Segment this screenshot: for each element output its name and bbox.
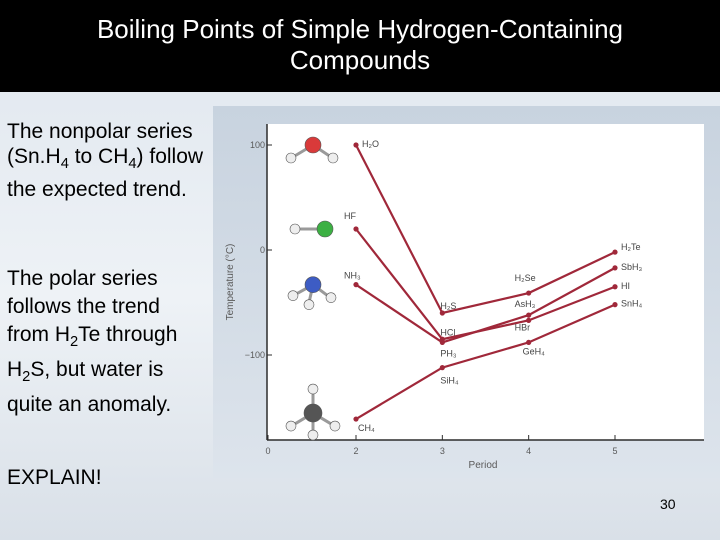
methane-carbon-atom	[304, 404, 322, 422]
methane-hydrogen-atom	[308, 384, 318, 394]
data-label: H₂Se	[514, 273, 536, 284]
para2-sub1: 2	[70, 334, 79, 351]
data-label: PH₃	[440, 348, 457, 359]
data-label: HI	[621, 280, 630, 291]
y-tick-label: −100	[244, 350, 265, 360]
y-axis-title: Temperature (°C)	[225, 243, 236, 321]
hf-hydrogen-atom	[290, 224, 300, 234]
data-point	[440, 310, 445, 315]
data-label: CH₄	[358, 423, 375, 434]
data-point	[612, 302, 617, 307]
data-point	[353, 142, 358, 147]
para1-sub1: 4	[60, 156, 69, 173]
series-line	[356, 305, 615, 419]
para1-text-a: The nonpolar series (Sn.H	[7, 120, 193, 168]
slide-title-line2: Compounds	[289, 45, 431, 75]
data-point	[612, 250, 617, 255]
data-point	[612, 265, 617, 270]
ammonia-hydrogen-atom	[288, 291, 298, 301]
data-label: SbH₃	[621, 261, 643, 272]
para2-text-a: The polar series follows the trend from H	[7, 267, 160, 346]
methane-hydrogen-atom	[286, 421, 296, 431]
x-tick-label: 2	[353, 446, 359, 456]
water-oxygen-atom	[305, 137, 321, 153]
para1-text-b: to CH	[68, 145, 129, 168]
ammonia-hydrogen-atom	[326, 293, 336, 303]
data-label: SnH₄	[621, 298, 643, 309]
methane-hydrogen-atom	[308, 430, 318, 440]
y-tick-label: 0	[259, 245, 265, 255]
slide-title-line1: Boiling Points of Simple Hydrogen-Containing	[96, 14, 624, 44]
x-tick-label: 4	[526, 446, 532, 456]
data-point	[526, 290, 531, 295]
data-label: H₂Te	[621, 242, 641, 253]
para2-text-c: S, but water is quite an anomaly.	[7, 358, 172, 417]
data-label: GeH₄	[522, 346, 545, 357]
y-tick-label: 100	[249, 140, 265, 150]
para1-text-c: ) follow the expected trend.	[7, 145, 204, 202]
x-axis-title: Period	[468, 460, 498, 471]
data-point	[526, 313, 531, 318]
data-point	[440, 340, 445, 345]
series-line	[356, 145, 615, 313]
data-label: H₂O	[362, 139, 379, 149]
data-point	[353, 282, 358, 287]
x-tick-label: 5	[612, 446, 618, 456]
water-hydrogen-atom	[328, 153, 338, 163]
data-label: HF	[344, 211, 356, 221]
methane-hydrogen-atom	[330, 421, 340, 431]
ammonia-hydrogen-atom	[304, 300, 314, 310]
data-point	[526, 340, 531, 345]
data-point	[353, 416, 358, 421]
data-label: HCl	[440, 327, 456, 338]
page-number: 30	[660, 496, 676, 512]
water-hydrogen-atom	[286, 153, 296, 163]
x-tick-label: 0	[265, 446, 271, 456]
data-label: AsH₃	[514, 299, 536, 310]
para2-sub2: 2	[22, 369, 31, 386]
data-label: NH₃	[344, 270, 361, 281]
paragraph-explain: EXPLAIN!	[7, 466, 102, 489]
data-label: HBr	[514, 322, 531, 333]
data-point	[353, 226, 358, 231]
para2-text-b: Te through H	[7, 323, 178, 382]
data-point	[440, 365, 445, 370]
ammonia-nitrogen-atom	[305, 277, 321, 293]
data-label: SiH₄	[440, 375, 459, 386]
hf-fluorine-atom	[317, 221, 333, 237]
data-label: H₂S	[440, 301, 457, 311]
data-point	[612, 284, 617, 289]
x-tick-label: 3	[439, 446, 445, 456]
para1-sub2: 4	[128, 156, 137, 173]
